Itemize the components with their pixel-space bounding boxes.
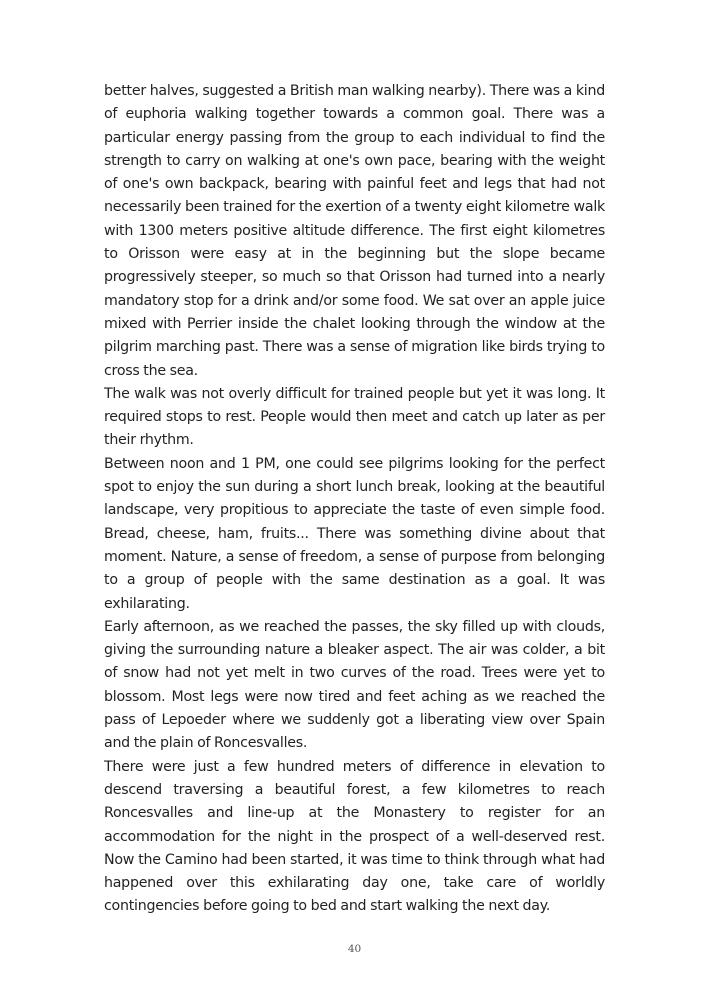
paragraph: There were just a few hundred meters of difference in elevation to descend traversing a beautiful forest, a few kilometres to reach Roncesvalles and line-up at the Monastery to register for an accommodation for the night in the prospect of a well-deserved rest. Now the Camino had been started, it was time to think through what had happened over this exhilarating day one, take care of worldly contingencies before going to bed and start walking the next day. [104,758,605,915]
paragraph: Early afternoon, as we reached the passes, the sky filled up with clouds, giving the surrounding nature a bleaker aspect. The air was colder, a bit of snow had not yet melt in two curves of the road. Trees were yet to blossom. Most legs were now tired and feet aching as we reached the pass of Lepoeder where we suddenly got a liberating view over Spain and the plain of Roncesvalles. [104,618,605,752]
paragraph: better halves, suggested a British man walking nearby). There was a kind of euphoria walking together towards a common goal. There was a particular energy passing from the group to each individual to find the strength to carry on walking at one's own pace, bearing with the weight of one's own backpack, bearing with painful feet and legs that had not necessarily been trained for the exertion of a twenty eight kilometre walk with 1300 meters positive altitude difference. The first eight kilometres to Orisson were easy at in the beginning but the slope became progressively steeper, so much so that Orisson had turned into a nearly mandatory stop for a drink and/or some food. We sat over an apple juice mixed with Perrier inside the chalet looking through the window at the pilgrim marching past. There was a sense of migration like birds trying to cross the sea. [104,83,605,379]
body-text [104,80,605,919]
page-number: 40 [347,943,362,955]
paragraph: The walk was not overly difficult for trained people but yet it was long. It required stops to rest. People would then meet and catch up later as per their rhythm. [104,385,605,449]
paragraph: Between noon and 1 PM, one could see pilgrims looking for the perfect spot to enjoy the sun during a short lunch break, looking at the beautiful landscape, very propitious to appreciate the taste of even simple food. Bread, cheese, ham, fruits... There was something divine about that moment. Nature, a sense of freedom, a sense of purpose from belonging to a group of people with the same destination as a goal. It was exhilarating. [104,455,605,612]
